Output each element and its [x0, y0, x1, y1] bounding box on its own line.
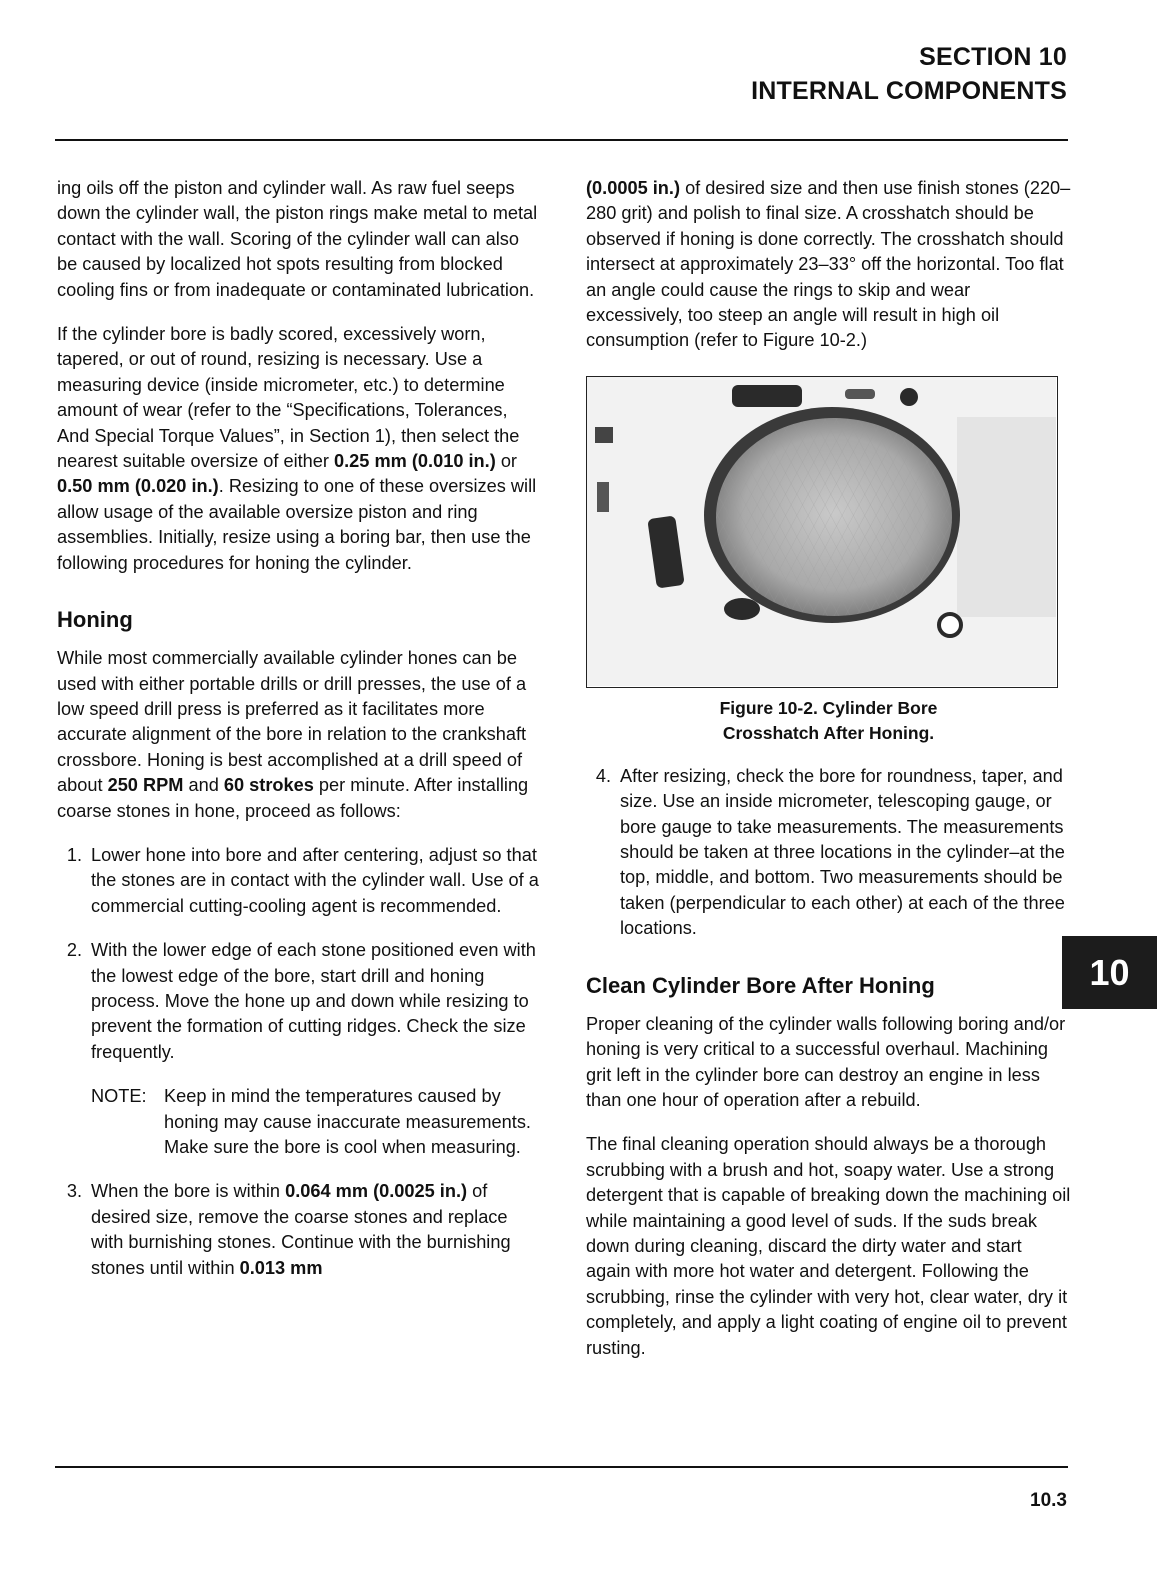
list-number: 1.	[66, 844, 82, 865]
heading-honing: Honing	[57, 607, 133, 633]
note-block	[91, 1084, 542, 1160]
paragraph-scoring: ing oils off the piston and cylinder wall. As raw fuel seeps down the cylinder wall, the piston rings make metal to metal contact with the wall. Scoring of the cylinder wall can also be caused by localized hot spots resulting from blocked cooling fins or from inadequate or contaminated lubrication.	[57, 178, 538, 300]
list-item-step-3	[57, 1179, 542, 1281]
list-text: Lower hone into bore and after centering, adjust so that the stones are in contact with the cylinder wall. Use of a commercial cutting-cooling agent is recommended.	[91, 844, 539, 916]
section-tab: 10	[1062, 936, 1157, 1009]
list-item-step-1	[57, 843, 542, 919]
casting-detail	[597, 482, 609, 512]
paragraph-resizing	[57, 322, 542, 576]
paragraph-cleaning-procedure: The final cleaning operation should always be a thorough scrubbing with a brush and hot, soapy water. Use a strong detergent that is capable of breaking down the machining oil while maintaining a good level of suds. If the suds break down during cleaning, discard the dirty water and start again with more hot water and detergent. Following the scrubbing, rinse the cylinder with very hot, clear water, dry it completely, and apply a light coating of engine oil to prevent rusting.	[586, 1134, 1071, 1358]
section-number: SECTION 10	[919, 43, 1067, 71]
drill-speed: 250 RPM	[107, 775, 184, 796]
casting-detail	[595, 427, 613, 443]
left-column	[57, 176, 542, 1300]
list-text: With the lower edge of each stone positioned even with the lowest edge of the bore, start drill and honing process. Move the hone up and down while resizing to prevent the formation of cutting ridges. Check the size frequently.	[91, 940, 536, 1062]
paragraph-finish	[586, 176, 1071, 354]
oversize-value: 0.25 mm (0.010 in.)	[334, 451, 496, 472]
list-item-step-2	[57, 938, 542, 1065]
text-run: If the cylinder bore is badly scored, excessively worn, tapered, or out of round, resizing is necessary. Use a measuring device (inside micrometer, etc.) to determine amount of wear (refer to the “Specifications, Tolerances, And Special Torque Values”, in Section 1), then select the nearest suitable oversize of either	[57, 324, 520, 472]
section-title: INTERNAL COMPONENTS	[751, 77, 1067, 105]
paragraph-honing	[57, 646, 542, 824]
bore-tolerance: 0.064 mm (0.0025 in.)	[285, 1181, 468, 1202]
oversize-value: 0.50 mm (0.020 in.)	[57, 476, 219, 497]
cylinder-bore-photo	[587, 377, 1056, 686]
caption-line: Crosshatch After Honing.	[722, 722, 935, 743]
right-column	[586, 176, 1071, 1380]
bolt-hole	[724, 598, 760, 620]
mounting-boss	[732, 385, 802, 407]
figure-caption	[586, 696, 1071, 746]
text-run: . Resizing to one of these oversizes will allow usage of the available oversize piston and ring assemblies. Initially, resize using a boring bar, then use the following procedures for honing the cylinder.	[57, 476, 537, 573]
figure-cylinder-bore-photo	[586, 376, 1058, 688]
text-run: When the bore is within	[91, 1181, 286, 1202]
bolt-hole	[900, 388, 918, 406]
section-header	[751, 40, 1067, 108]
text-run: While most commercially available cylinder hones can be used with either portable drills or drill presses, the use of a low speed drill press is preferred as it facilitates more accurate alignment of the bore in relation to the crankshaft crossbore. Honing is best accomplished at a drill speed of about	[57, 648, 527, 796]
text-run: of desired size, remove the coarse stones and replace with burnishing stones. Continue with the burnishing stones until within	[91, 1181, 511, 1278]
strokes-value: 60 strokes	[223, 775, 314, 796]
page-number: 10.3	[1030, 1490, 1067, 1511]
list-number: 3.	[66, 1181, 82, 1202]
finish-tolerance: (0.0005 in.)	[586, 178, 681, 198]
text-run: or	[495, 451, 517, 472]
crosshatch-pattern	[716, 418, 952, 616]
paragraph-cleaning-importance: Proper cleaning of the cylinder walls following boring and/or honing is very critical to a successful overhaul. Machining grit left in the cylinder bore can destroy an engine in less than one hour of operation after a rebuild.	[586, 1013, 1066, 1110]
note-text: Keep in mind the temperatures caused by honing may cause inaccurate measurements. Make sure the bore is cool when measuring.	[164, 1086, 531, 1157]
heading-clean-cylinder-bore: Clean Cylinder Bore After Honing	[586, 972, 935, 998]
bolt-hole	[939, 614, 961, 636]
mounting-boss	[845, 389, 875, 399]
list-number: 2.	[66, 940, 82, 961]
text-run: of desired size and then use finish stones (220–280 grit) and polish to final size. A crosshatch should be observed if honing is done correctly. The crosshatch should intersect at approximately 23–33° off the horizontal. Too flat an angle could cause the rings to skip and wear excessively, too steep an angle will result in high oil consumption (refer to Figure 10-2.)	[586, 178, 1071, 351]
list-item-step-4	[586, 764, 1071, 942]
list-text: After resizing, check the bore for roundness, taper, and size. Use an inside micrometer, telescoping gauge, or bore gauge to take measurements. The measurements should be taken at three locations in the cylinder–at the top, middle, and bottom. Two measurements should be taken (perpendicular to each other) at each of the three locations.	[620, 765, 1065, 939]
text-run: per minute. After installing coarse stones in hone, proceed as follows:	[57, 775, 529, 821]
list-number: 4.	[595, 765, 611, 786]
note-label: NOTE:	[91, 1086, 147, 1107]
text-run: and	[183, 775, 224, 796]
casting-edge	[957, 417, 1056, 617]
list-text	[91, 1179, 542, 1281]
caption-line: Figure 10-2. Cylinder Bore	[719, 697, 938, 718]
header-rule	[55, 139, 1068, 141]
bore-tolerance: 0.013 mm	[239, 1257, 323, 1278]
footer-rule	[55, 1466, 1068, 1468]
